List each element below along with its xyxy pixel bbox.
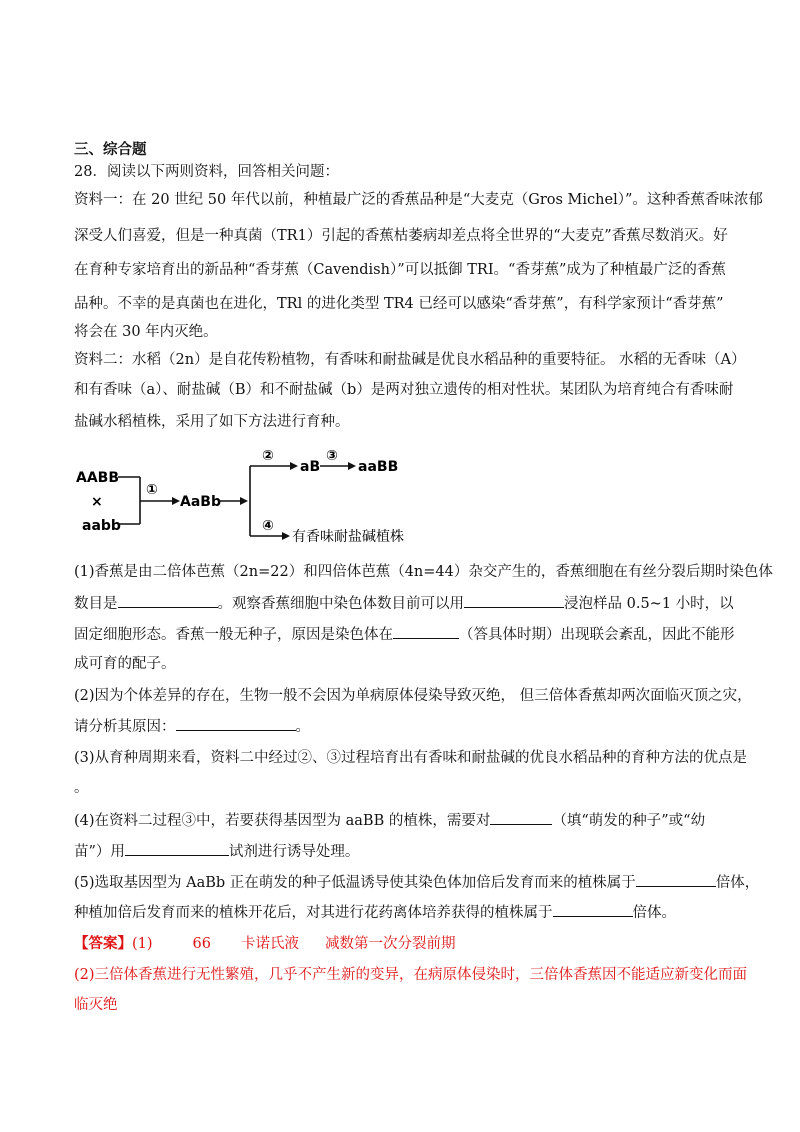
q2-text: 请分析其原因： <box>74 719 176 735</box>
q4-text: 苗”）用 <box>74 844 125 860</box>
q2-line <box>74 716 310 737</box>
q1-text: 固定细胞形态。香蕉一般无种子，原因是染色体在 <box>74 627 393 643</box>
answer-line-2: (2)三倍体香蕉进行无性繁殖，几乎不产生新的变异，在病原体侵染时，三倍体香蕉因不能适应新变化而面 <box>74 967 748 983</box>
q4-line <box>74 841 359 862</box>
q5-text: 种植加倍后发育而来的植株开花后，对其进行花药离体培养获得的植株属于 <box>74 905 553 921</box>
q5-line <box>74 872 759 893</box>
q4-text: （填“萌发的种子”或“幼 <box>552 813 706 829</box>
q1-text: 浸泡样品 0.5~1 小时，以 <box>564 596 734 612</box>
q1-text: 。观察香蕉细胞中染色体数目前可以用 <box>217 596 464 612</box>
material2-line: 盐碱水稻植株，采用了如下方法进行育种。 <box>74 414 350 430</box>
question-intro: 28．阅读以下两则资料，回答相关问题： <box>74 164 339 180</box>
arrow-head <box>290 462 298 470</box>
answer-line-3: 临灭绝 <box>74 997 118 1013</box>
cross-symbol: × <box>91 494 103 510</box>
answer-blank[interactable] <box>553 902 633 917</box>
f1-genotype: AaBb <box>180 494 221 510</box>
material1-line: 深受人们喜爱，但是一种真菌（TR1）引起的香蕉枯萎病却差点将全世界的“大麦克”香蕉尽数消灭。好 <box>74 228 728 244</box>
q4-line <box>74 810 705 831</box>
q1-line: (1)香蕉是由二倍体芭蕉（2n=22）和四倍体芭蕉（4n=44）杂交产生的，香蕉细胞在有丝分裂后期时染色体 <box>74 564 773 580</box>
step-2-label: ② <box>262 448 274 464</box>
arrow-head <box>172 497 180 505</box>
q5-text: (5)选取基因型为 AaBb 正在萌发的种子低温诱导使其染色体加倍后发育而来的植株属于 <box>74 875 636 891</box>
answer-blank[interactable] <box>636 872 716 887</box>
q1-line <box>74 624 735 645</box>
answer-value: 减数第一次分裂前期 <box>325 936 456 952</box>
material1-line: 资料一：在 20 世纪 50 年代以前，种植最广泛的香蕉品种是“大麦克（Gros Michel）”。这种香蕉香味浓郁 <box>74 192 763 208</box>
material1-line: 在育种专家培育出的新品种“香芽蕉（Cavendish）”可以抵御 TRI。“香芽蕉”成为了种植最广泛的香蕉 <box>74 262 726 278</box>
material2-line: 和有香味（a）、耐盐碱（B）和不耐盐碱（b）是两对独立遗传的相对性状。某团队为培育纯合有香味耐 <box>74 382 734 398</box>
q2-line: (2)因为个体差异的存在，生物一般不会因为单病原体侵染导致灭绝， 但三倍体香蕉却两次面临灭顶之灾， <box>74 688 752 704</box>
q2-text: 。 <box>295 719 310 735</box>
q1-line <box>74 593 734 614</box>
q4-text: (4)在资料二过程③中，若要获得基因型为 aaBB 的植株，需要对 <box>74 813 491 829</box>
q5-line <box>74 902 676 923</box>
material2-line: 资料二：水稻（2n）是自花传粉植物，有香味和耐盐碱是优良水稻品种的重要特征。 水稻的无香味（A） <box>74 352 746 368</box>
section-title: 三、综合题 <box>74 141 147 158</box>
answer-blank[interactable] <box>125 841 229 856</box>
answer-number: (1) <box>132 936 153 952</box>
q4-text: 试剂进行诱导处理。 <box>228 844 360 860</box>
final-plant-label: 有香味耐盐碱植株 <box>292 529 404 545</box>
arrow-head <box>282 532 290 540</box>
q3-line: (3)从育种周期来看，资料二中经过②、③过程培育出有香味和耐盐碱的优良水稻品种的育种方法的优点是 <box>74 750 748 766</box>
arrow-head <box>348 462 356 470</box>
arrow-head <box>240 497 248 505</box>
answer-blank[interactable] <box>176 716 296 731</box>
answer-line-1 <box>74 934 456 954</box>
answer-value: 66 <box>192 936 211 952</box>
breeding-diagram <box>74 440 454 550</box>
material1-line: 品种。不幸的是真菌也在进化，TRl 的进化类型 TR4 已经可以感染“香芽蕉”，有科学家预计“香芽蕉” <box>74 296 724 312</box>
result-genotype: aaBB <box>358 459 399 475</box>
q1-line: 成可育的配子。 <box>74 656 176 672</box>
answer-label: 【答案】 <box>74 935 132 952</box>
q5-text: 倍体。 <box>632 905 676 921</box>
q5-text: 倍体， <box>715 875 760 891</box>
q1-text: 数目是 <box>74 596 118 612</box>
parent-aabb-lower: aabb <box>82 518 121 534</box>
answer-blank[interactable] <box>490 810 552 825</box>
q3-line: 。 <box>74 780 89 796</box>
answer-blank[interactable] <box>118 593 218 608</box>
answer-blank[interactable] <box>393 624 459 639</box>
step-4-label: ④ <box>262 518 274 534</box>
answer-value: 卡诺氏液 <box>241 936 299 952</box>
step-3-label: ③ <box>326 448 338 464</box>
q1-text: （答具体时期）出现联会紊乱，因此不能形 <box>459 627 735 643</box>
parent-aabb-upper: AABB <box>76 470 120 486</box>
answer-blank[interactable] <box>464 593 564 608</box>
gamete-genotype: aB <box>300 459 321 475</box>
material1-line: 将会在 30 年内灭绝。 <box>74 324 218 340</box>
step-1-label: ① <box>146 482 158 498</box>
